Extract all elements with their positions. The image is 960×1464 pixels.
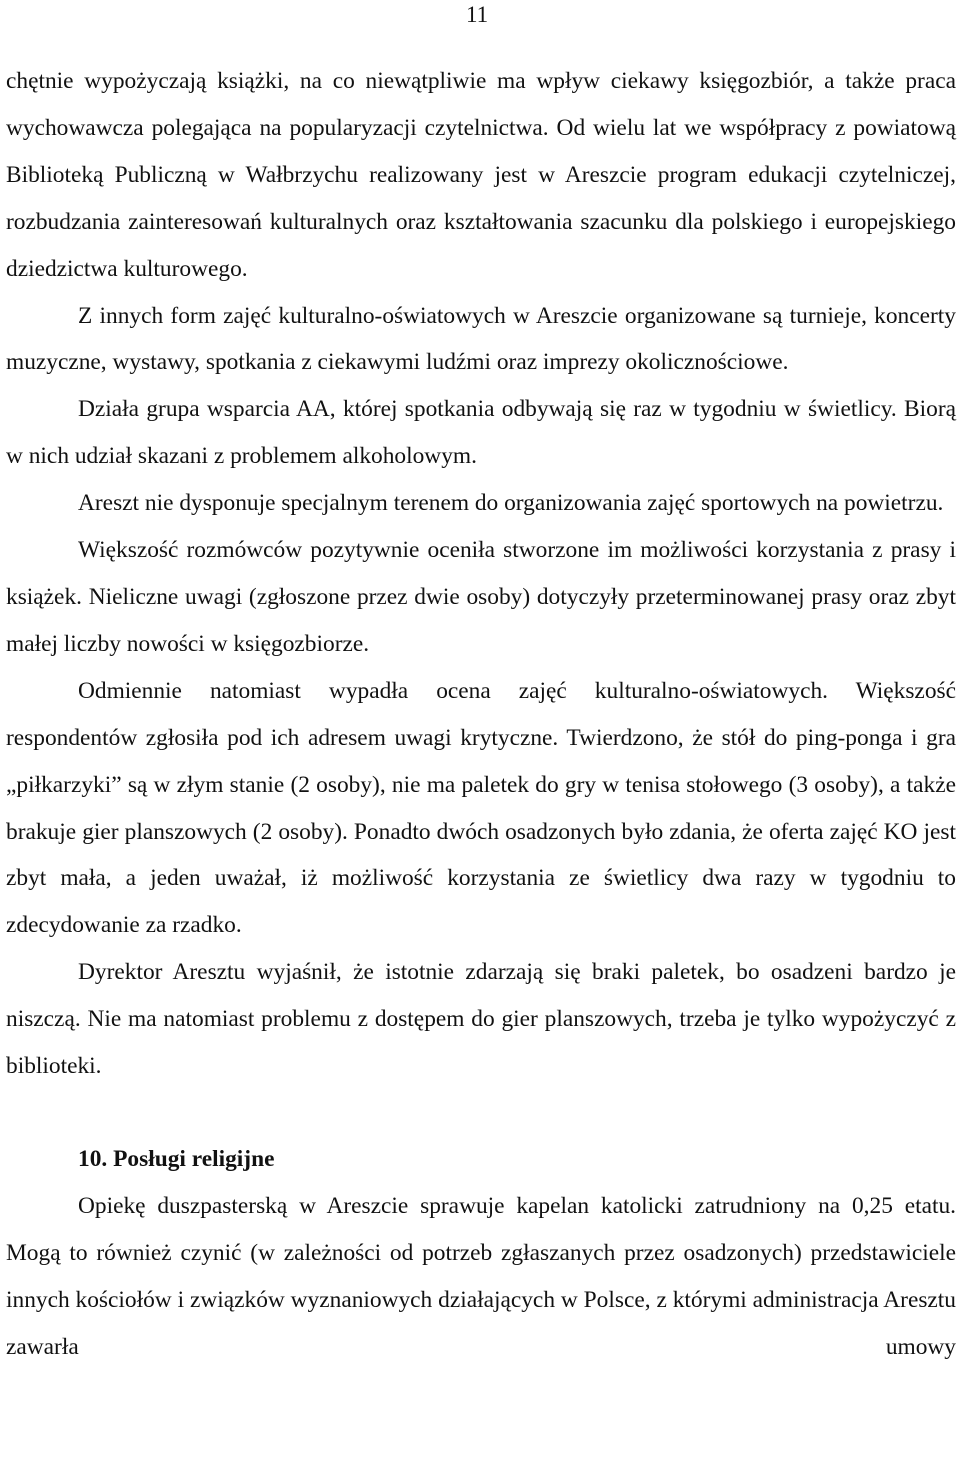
- paragraph-press-and-books-opinion: Większość rozmówców pozytywnie oceniła stworzone im możliwości korzystania z prasy i książek. Nieliczne uwagi (zgłoszone przez dwie osoby) dotyczyły przeterminowanej prasy oraz zbyt małej liczby nowości w księgozbiorze.: [6, 537, 956, 657]
- paragraph-religious-services: Opiekę duszpasterską w Areszcie sprawuje kapelan katolicki zatrudniony na 0,25 etatu. Mogą to również czynić (w zależności od potrzeb zgłaszanych przez osadzonych) przedstawiciele innych kościołów i związków wyznaniowych działających w Polsce, z którymi administracja Aresztu zawarła umowy: [6, 1192, 956, 1360]
- paragraph-aa-support-group: Działa grupa wsparcia AA, której spotkania odbywają się raz w tygodniu w świetlicy. Biorą w nich udział skazani z problemem alkoholowym.: [6, 396, 956, 470]
- paragraph-cultural-activities-opinion: Odmiennie natomiast wypadła ocena zajęć kulturalno-oświatowych. Większość respondentów zgłosiła pod ich adresem uwagi krytyczne. Twierdzono, że stół do ping-ponga i gra „piłkarzyki” są w złym stanie (2 osoby), nie ma paletek do gry w tenisa stołowego (3 osoby), a także brakuje gier planszowych (2 osoby). Ponadto dwóch osadzonych było zdania, że oferta zajęć KO jest zbyt mała, a jeden uważał, iż możliwość korzystania ze świetlicy dwa razy w tygodniu to zdecydowanie za rzadko.: [6, 677, 956, 939]
- paragraph-reading-program: chętnie wypożyczają książki, na co niewątpliwie ma wpływ ciekawy księgozbiór, a także praca wychowawcza polegająca na popularyzacji czytelnictwa. Od wielu lat we współpracy z powiatową Biblioteką Publiczną w Wałbrzychu realizowany jest w Areszcie program edukacji czytelniczej, rozbudzania zainteresowań kulturalnych oraz kształtowania szacunku dla polskiego i europejskiego dziedzictwa kulturowego.: [6, 68, 956, 282]
- paragraph-sports-area: Areszt nie dysponuje specjalnym terenem do organizowania zajęć sportowych na powietrzu.: [78, 490, 944, 517]
- page-number: 11: [466, 2, 489, 27]
- section-title: Posługi religijne: [113, 1145, 275, 1172]
- section-number: 10.: [78, 1145, 108, 1172]
- paragraph-cultural-activities: Z innych form zajęć kulturalno-oświatowych w Areszcie organizowane są turnieje, koncerty muzyczne, wystawy, spotkania z ciekawymi ludźmi oraz imprezy okolicznościowe.: [6, 302, 956, 376]
- paragraph-director-explanation: Dyrektor Aresztu wyjaśnił, że istotnie zdarzają się braki paletek, bo osadzeni bardzo je niszczą. Nie ma natomiast problemu z dostępem do gier planszowych, trzeba je tylko wypożyczyć z biblioteki.: [6, 959, 956, 1080]
- section-heading: [78, 1136, 956, 1183]
- document-body: [6, 58, 956, 1370]
